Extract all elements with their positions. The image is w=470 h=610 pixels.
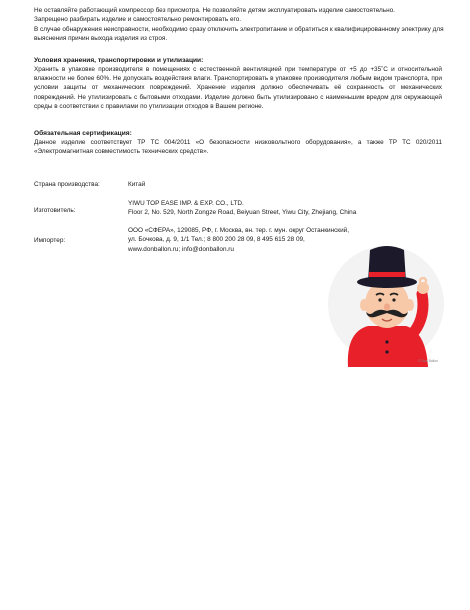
mascot-ear — [406, 299, 414, 311]
certification-title: Обязательная сертификация: — [34, 130, 132, 137]
manufacturer-address: Floor 2, No. 529, North Zongze Road, Beiyuan Street, Yiwu City, Zhejiang, China — [128, 209, 357, 217]
country-label: Страна производства: — [34, 181, 100, 188]
intro-line: В случае обнаружения неисправности, необходимо сразу отключить электропитание и обратиться к квалифицированному электрику для выяснения причин выхода изделия из строя. — [34, 25, 444, 42]
certification-text: Данное изделие соответствует ТР ТС 004/2011 «О безопасности низковольтного оборудования», а также ТР ТС 020/2011 «Электромагнитная совместимость технических средств». — [34, 139, 442, 156]
mascot-illustration — [326, 232, 450, 367]
mascot-caption: © Don Ballon — [418, 359, 439, 363]
manufacturer-label: Изготовитель: — [34, 207, 76, 214]
importer-info — [128, 226, 349, 254]
mascot-button — [385, 350, 388, 353]
storage-text: Хранить в упаковке производителя в помещениях с естественной вентиляцией при температуре от +5 до +35˚С и относительной влажности не более 60%. Не допускать воздействия влаги. Транспортировать в упаковке производителя любым видом транспорта, при условии защиты от механических повреждений. Хранение изделия должно обеспечивать её сохранность от механических повреждений. Не утилизировать с бытовыми отходами. Изделие должно быть утилизировано с наименьшим вредом для окружающей среды в соответствии с правилами по утилизации отходов в Вашем регионе. — [34, 66, 442, 110]
importer-line: www.donballon.ru; info@donballon.ru — [128, 245, 234, 253]
importer-line: ООО «СФЕРА», 129085, РФ, г. Москва, вн. тер. г. мун. округ Останкинский, — [128, 227, 349, 234]
intro-line: Не оставляйте работающий компрессор без присмотра. Не позволяйте детям эксплуатировать изделие самостоятельно. — [34, 7, 395, 14]
importer-label: Импортер: — [34, 237, 66, 244]
manufacturer-name: YIWU TOP EASE IMP. & EXP. CO., LTD. — [128, 200, 244, 207]
mascot-eye — [378, 298, 381, 301]
mascot-hat-band — [369, 272, 405, 277]
intro-text — [34, 6, 444, 43]
importer-line: ул. Бочкова, д. 9, 1/1 Тел.; 8 800 200 28 09, 8 495 615 28 09, — [128, 236, 305, 244]
mascot-nose — [384, 303, 390, 310]
intro-line: Запрещено разбирать изделие и самостоятельно ремонтировать его. — [34, 16, 242, 24]
manufacturer-info — [128, 199, 356, 218]
mascot-ear — [360, 299, 368, 311]
mascot-button — [385, 340, 388, 343]
country-value: Китай — [128, 181, 146, 188]
storage-title: Условия хранения, транспортировки и утилизации: — [34, 57, 204, 64]
mascot-eye — [392, 298, 395, 301]
